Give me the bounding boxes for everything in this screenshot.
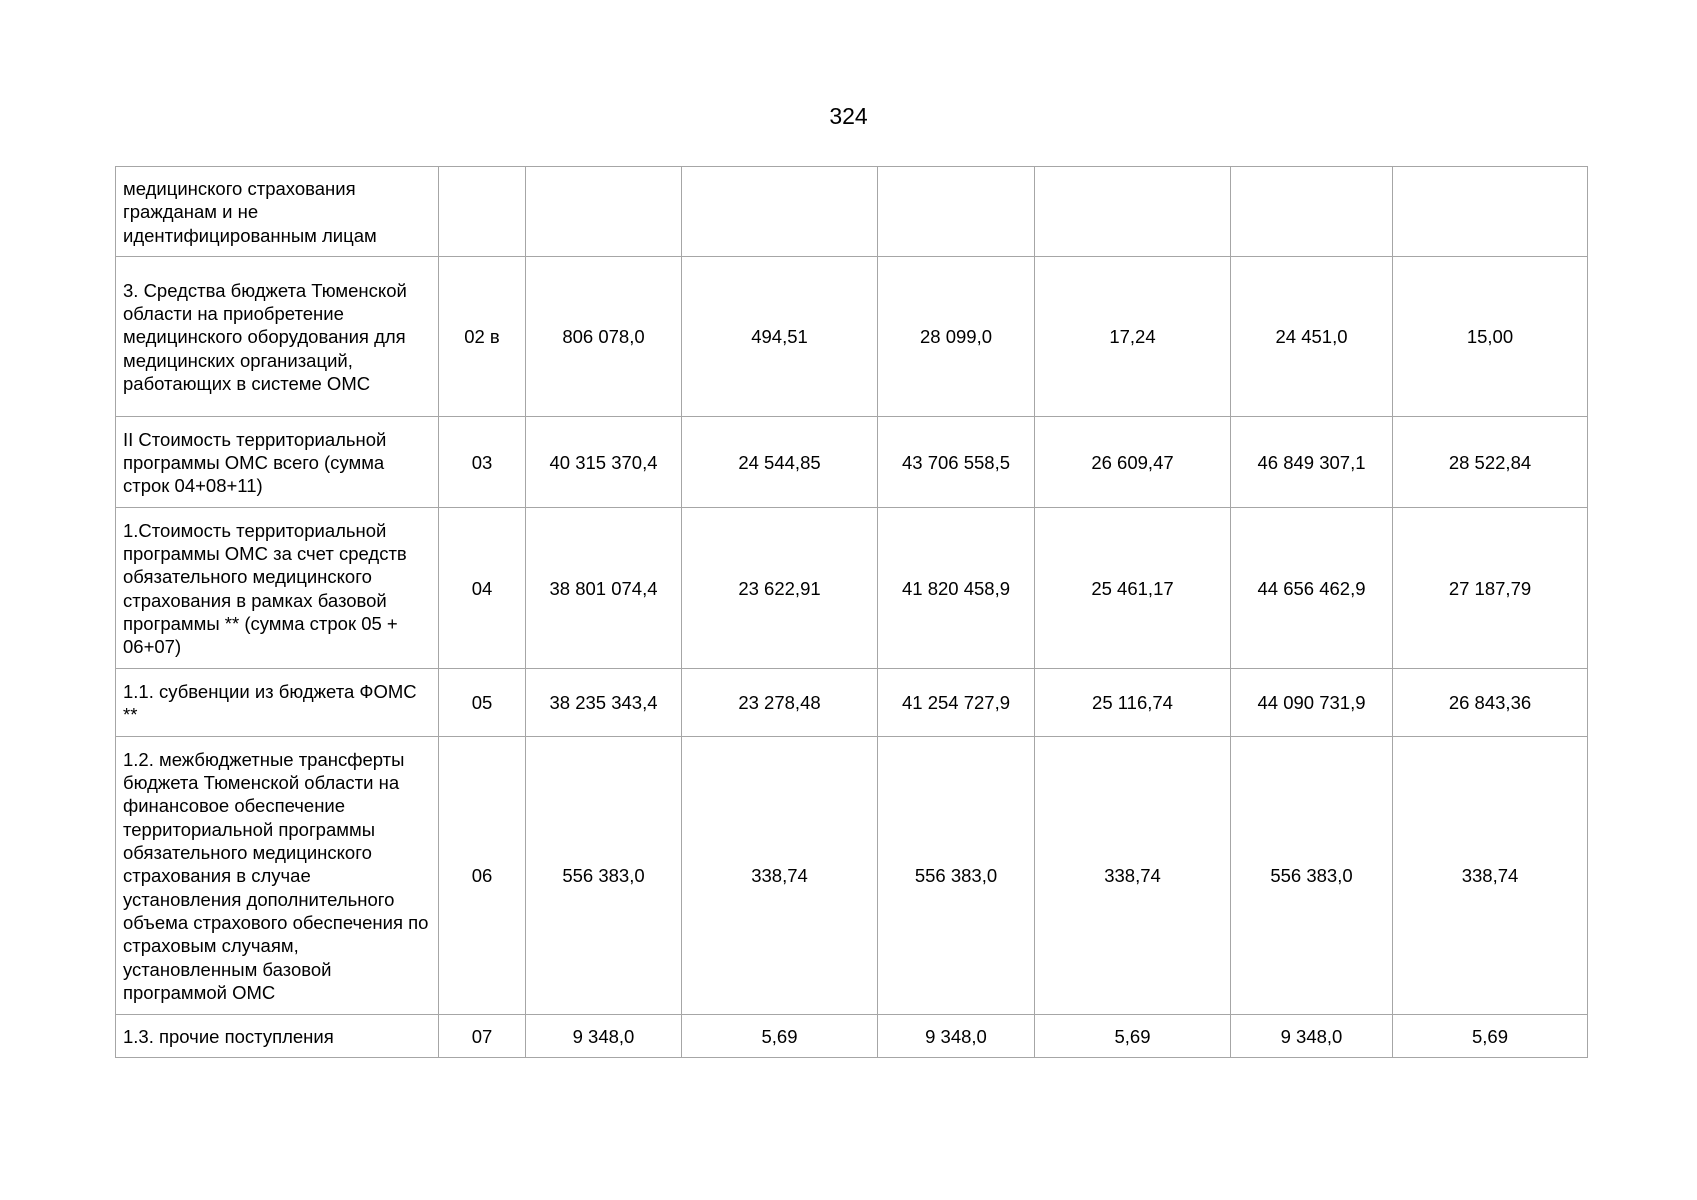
value-cell: 494,51 (682, 257, 878, 417)
value-cell: 28 522,84 (1393, 417, 1588, 508)
value-cell: 25 461,17 (1035, 508, 1231, 669)
value-cell: 338,74 (1035, 737, 1231, 1015)
value-cell: 806 078,0 (526, 257, 682, 417)
value-cell: 26 843,36 (1393, 669, 1588, 737)
value-cell: 26 609,47 (1035, 417, 1231, 508)
row-code (439, 167, 526, 257)
value-cell: 556 383,0 (526, 737, 682, 1015)
value-cell: 5,69 (1393, 1015, 1588, 1058)
table-row (116, 1015, 1588, 1058)
value-cell: 25 116,74 (1035, 669, 1231, 737)
row-label: 1.Стоимость территориальной программы ОМС за счет средств обязательного медицинского страхования в рамках базовой программы ** (сумма строк 05 + 06+07) (116, 508, 439, 669)
value-cell: 41 820 458,9 (878, 508, 1035, 669)
table-row (116, 167, 1588, 257)
value-cell: 556 383,0 (1231, 737, 1393, 1015)
value-cell (682, 167, 878, 257)
value-cell: 23 278,48 (682, 669, 878, 737)
row-code: 05 (439, 669, 526, 737)
value-cell: 44 090 731,9 (1231, 669, 1393, 737)
value-cell: 17,24 (1035, 257, 1231, 417)
budget-table (115, 166, 1588, 1058)
value-cell: 38 801 074,4 (526, 508, 682, 669)
value-cell: 46 849 307,1 (1231, 417, 1393, 508)
value-cell (1231, 167, 1393, 257)
value-cell: 556 383,0 (878, 737, 1035, 1015)
row-label: медицинского страхования гражданам и не идентифицированным лицам (116, 167, 439, 257)
table-row (116, 737, 1588, 1015)
value-cell: 24 544,85 (682, 417, 878, 508)
value-cell: 5,69 (682, 1015, 878, 1058)
row-label: 3. Средства бюджета Тюменской области на приобретение медицинского оборудования для медицинских организаций, работающих в системе ОМС (116, 257, 439, 417)
value-cell (1393, 167, 1588, 257)
value-cell (1035, 167, 1231, 257)
row-code: 07 (439, 1015, 526, 1058)
value-cell: 23 622,91 (682, 508, 878, 669)
value-cell: 9 348,0 (526, 1015, 682, 1058)
value-cell: 27 187,79 (1393, 508, 1588, 669)
value-cell: 5,69 (1035, 1015, 1231, 1058)
table-row (116, 257, 1588, 417)
value-cell: 41 254 727,9 (878, 669, 1035, 737)
page-number: 324 (829, 103, 868, 129)
row-code: 03 (439, 417, 526, 508)
value-cell: 43 706 558,5 (878, 417, 1035, 508)
table-row (116, 417, 1588, 508)
value-cell: 28 099,0 (878, 257, 1035, 417)
row-code: 06 (439, 737, 526, 1015)
value-cell: 9 348,0 (1231, 1015, 1393, 1058)
value-cell: 24 451,0 (1231, 257, 1393, 417)
value-cell: 40 315 370,4 (526, 417, 682, 508)
row-code: 04 (439, 508, 526, 669)
row-label: 1.3. прочие поступления (116, 1015, 439, 1058)
row-label: 1.1. субвенции из бюджета ФОМС ** (116, 669, 439, 737)
value-cell: 38 235 343,4 (526, 669, 682, 737)
value-cell: 44 656 462,9 (1231, 508, 1393, 669)
row-label: II Стоимость территориальной программы ОМС всего (сумма строк 04+08+11) (116, 417, 439, 508)
row-code: 02 в (439, 257, 526, 417)
value-cell: 338,74 (1393, 737, 1588, 1015)
value-cell: 9 348,0 (878, 1015, 1035, 1058)
value-cell (878, 167, 1035, 257)
value-cell: 15,00 (1393, 257, 1588, 417)
value-cell: 338,74 (682, 737, 878, 1015)
row-label: 1.2. межбюджетные трансферты бюджета Тюменской области на финансовое обеспечение территориальной программы обязательного медицинского страхования в случае установления дополнительного объема страхового обеспечения по страховым случаям, установленным базовой программой ОМС (116, 737, 439, 1015)
value-cell (526, 167, 682, 257)
table-row (116, 669, 1588, 737)
table-row (116, 508, 1588, 669)
